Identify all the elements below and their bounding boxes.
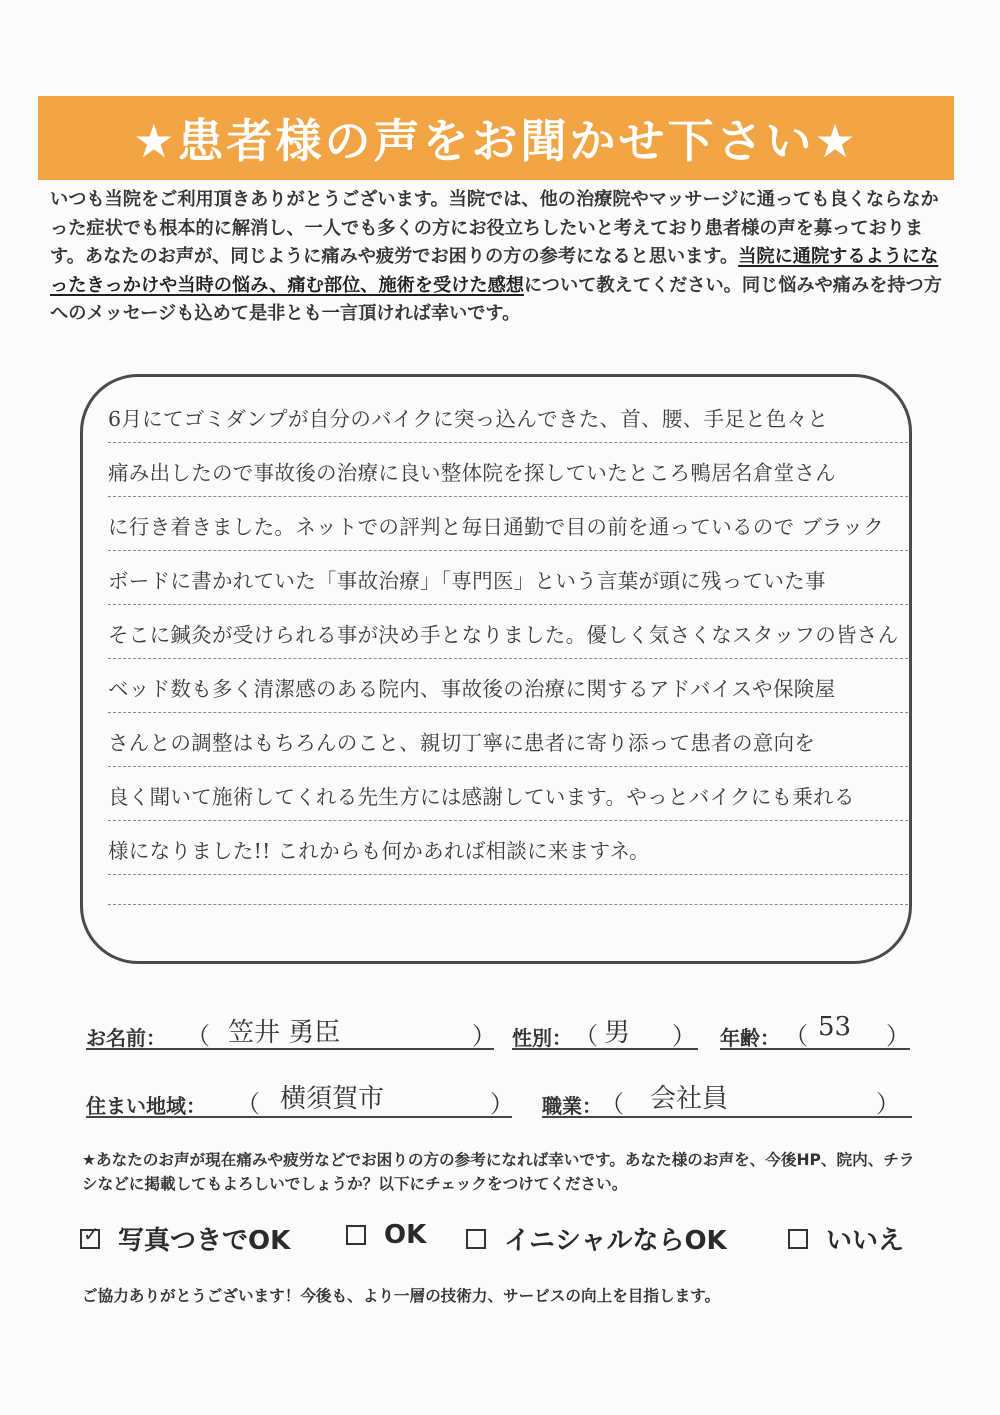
- age-open-paren: （: [784, 1022, 808, 1050]
- footer-text: ご協力ありがとうございます！今後も、より一層の技術力、サービスの向上を目指します。: [82, 1287, 721, 1305]
- option-ok-label: OK: [384, 1220, 427, 1250]
- intro-highlight: 当院に通院するようになったきっかけや当時の悩み、痛む部位、施術を受けた感想: [50, 246, 939, 296]
- age-close-paren: ）: [886, 1022, 910, 1050]
- region-label: 住まい地域：: [86, 1094, 206, 1118]
- check-icon: ✓: [83, 1221, 100, 1246]
- checkbox-ok[interactable]: [346, 1225, 366, 1245]
- region-underline: [86, 1116, 512, 1118]
- comment-line-6: ベッド数も多く清潔感のある院内、事故後の治療に関するアドバイスや保険屋: [108, 666, 908, 713]
- header-banner: [38, 96, 954, 180]
- intro-text: [50, 186, 950, 329]
- job-open-paren: （: [600, 1090, 624, 1118]
- name-underline: [86, 1048, 494, 1050]
- region-close-paren: ）: [490, 1090, 514, 1118]
- option-ok[interactable]: [346, 1220, 426, 1250]
- page-title: ★患者様の声をお聞かせ下さい★: [133, 114, 859, 168]
- comment-line-4: ボードに書かれていた「事故治療」「専門医」という言葉が頭に残っていた事: [108, 558, 908, 605]
- job-underline: [542, 1116, 912, 1118]
- comment-line-9: 様になりました!! これからも何かあれば相談に来ますネ。: [108, 828, 908, 875]
- gender-label: 性別：: [512, 1026, 572, 1050]
- name-value[interactable]: 笠井 勇臣: [228, 1018, 341, 1048]
- comment-line-8: 良く聞いて施術してくれる先生方には感謝しています。やっとバイクにも乗れる: [108, 774, 908, 821]
- option-initial-ok-label: イニシャルならOK: [504, 1226, 727, 1256]
- comment-line-3: に行き着きました。ネットでの評判と毎日通勤で目の前を通っているので ブラック: [108, 504, 908, 551]
- checkbox-initial-ok[interactable]: [466, 1229, 486, 1249]
- checkbox-photo-ok[interactable]: [80, 1221, 100, 1249]
- job-value[interactable]: 会社員: [650, 1084, 729, 1114]
- comment-line-5: そこに鍼灸が受けられる事が決め手となりました。優しく気さくなスタッフの皆さん: [108, 612, 908, 659]
- name-close-paren: ）: [472, 1022, 496, 1050]
- intro-part2: について教えてください。同じ悩みや痛みを持つ方へのメッセージも込めて是非とも一言頂ければ幸いです。: [50, 274, 942, 325]
- region-value[interactable]: 横須賀市: [280, 1084, 385, 1114]
- comment-line-1: 6月にてゴミダンプが自分のバイクに突っ込んできた、首、腰、手足と色々と: [108, 396, 908, 443]
- region-open-paren: （: [236, 1090, 260, 1118]
- intro-part1: いつも当院をご利用頂きありがとうございます。当院では、他の治療院やマッサージに通っても良くならなかった症状でも根本的に解消し、一人でも多くの方にお役立ちしたいと考えており患者様の声を募っております。あなたのお声が、同じように痛みや疲労でお困りの方の参考になると思います。: [50, 189, 939, 268]
- gender-underline: [512, 1048, 698, 1050]
- gender-close-paren: ）: [672, 1022, 696, 1050]
- checkbox-no[interactable]: [788, 1229, 808, 1249]
- name-label: お名前：: [86, 1026, 166, 1050]
- comment-line-2: 痛み出したので事故後の治療に良い整体院を探していたところ鴨居名倉堂さん: [108, 450, 908, 497]
- option-initial-ok[interactable]: [466, 1220, 727, 1257]
- job-close-paren: ）: [876, 1090, 900, 1118]
- gender-value[interactable]: 男: [604, 1018, 631, 1048]
- comment-line-7: さんとの調整はもちろんのこと、親切丁寧に患者に寄り添って患者の意向を: [108, 720, 908, 767]
- age-underline: [720, 1048, 910, 1050]
- option-no-label: いいえ: [826, 1226, 905, 1256]
- name-open-paren: （: [186, 1022, 210, 1050]
- gender-open-paren: （: [574, 1022, 598, 1050]
- comment-line-10: [108, 882, 908, 905]
- option-photo-ok-label: 写真つきでOK: [118, 1226, 291, 1256]
- option-photo-ok[interactable]: [80, 1220, 290, 1257]
- job-label: 職業：: [542, 1094, 602, 1118]
- option-no[interactable]: [788, 1220, 904, 1257]
- age-label: 年齢：: [720, 1026, 780, 1050]
- age-value[interactable]: 53: [818, 1012, 852, 1042]
- consent-text: ★あなたのお声が現在痛みや疲労などでお困りの方の参考になれば幸いです。あなた様のお声を、今後HP、院内、チラシなどに掲載してもよろしいでしょうか？以下にチェックをつけてください。: [82, 1151, 915, 1193]
